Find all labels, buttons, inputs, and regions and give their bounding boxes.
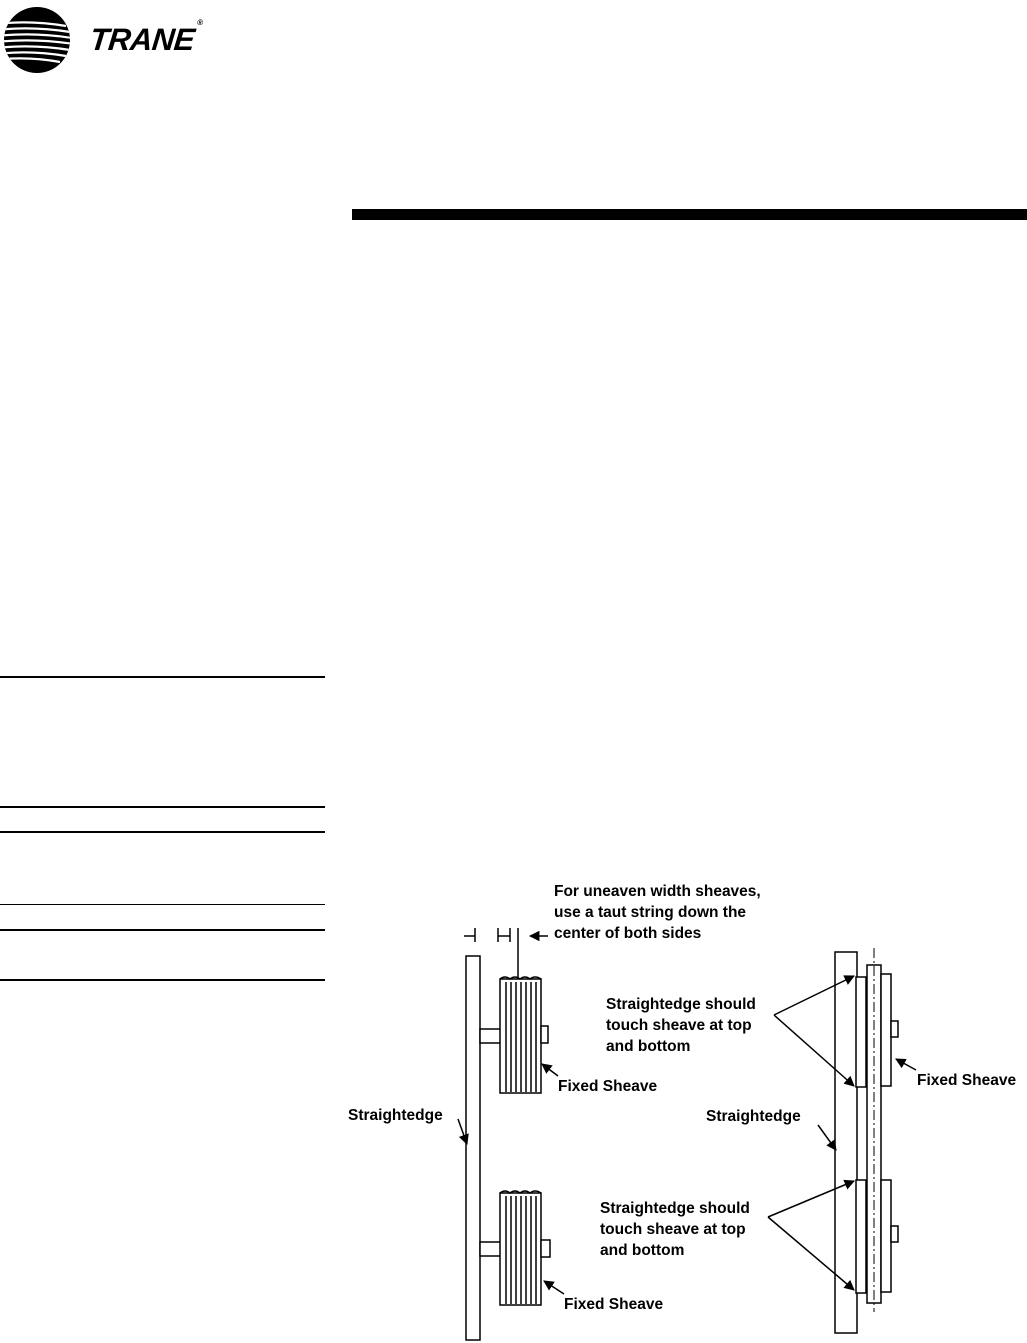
left-bottom-sheave: [480, 1191, 550, 1305]
margin-rule-3: [0, 831, 325, 833]
margin-rule-6: [0, 979, 325, 981]
left-straightedge-label: Straightedge: [348, 1107, 443, 1124]
section-heavy-rule: [352, 209, 1027, 220]
margin-rule-1: [0, 676, 325, 678]
right-straightedge-label: Straightedge: [706, 1108, 801, 1125]
trane-circle-logo-icon: [0, 6, 76, 74]
trane-logo: [0, 6, 240, 74]
right-touch-note-bottom-line-1: Straightedge should: [600, 1200, 750, 1217]
margin-rule-4: [0, 904, 325, 905]
right-touch-note-top-line-1: Straightedge should: [606, 996, 756, 1013]
right-touch-note-bottom-line-3: and bottom: [600, 1242, 685, 1259]
right-fixed-sheave-label: Fixed Sheave: [917, 1072, 1017, 1089]
uneven-sheave-note-line-1: For uneaven width sheaves,: [554, 883, 761, 900]
margin-rule-2: [0, 806, 325, 808]
brand-wordmark: TRANE®: [88, 17, 204, 57]
uneven-sheave-note-line-3: center of both sides: [554, 925, 702, 942]
right-touch-note-top-line-2: touch sheave at top: [606, 1017, 752, 1034]
sheave-alignment-figure: [340, 876, 1027, 1343]
left-fixed-sheave-bottom-label: Fixed Sheave: [564, 1296, 664, 1313]
right-touch-note-top-line-3: and bottom: [606, 1038, 691, 1055]
right-touch-note-bottom-line-2: touch sheave at top: [600, 1221, 746, 1238]
left-straightedge: [466, 956, 480, 1340]
margin-rule-5: [0, 929, 325, 931]
left-top-sheave: [480, 977, 548, 1093]
left-fixed-sheave-top-label: Fixed Sheave: [558, 1078, 658, 1095]
uneven-sheave-note-line-2: use a taut string down the: [554, 904, 747, 921]
